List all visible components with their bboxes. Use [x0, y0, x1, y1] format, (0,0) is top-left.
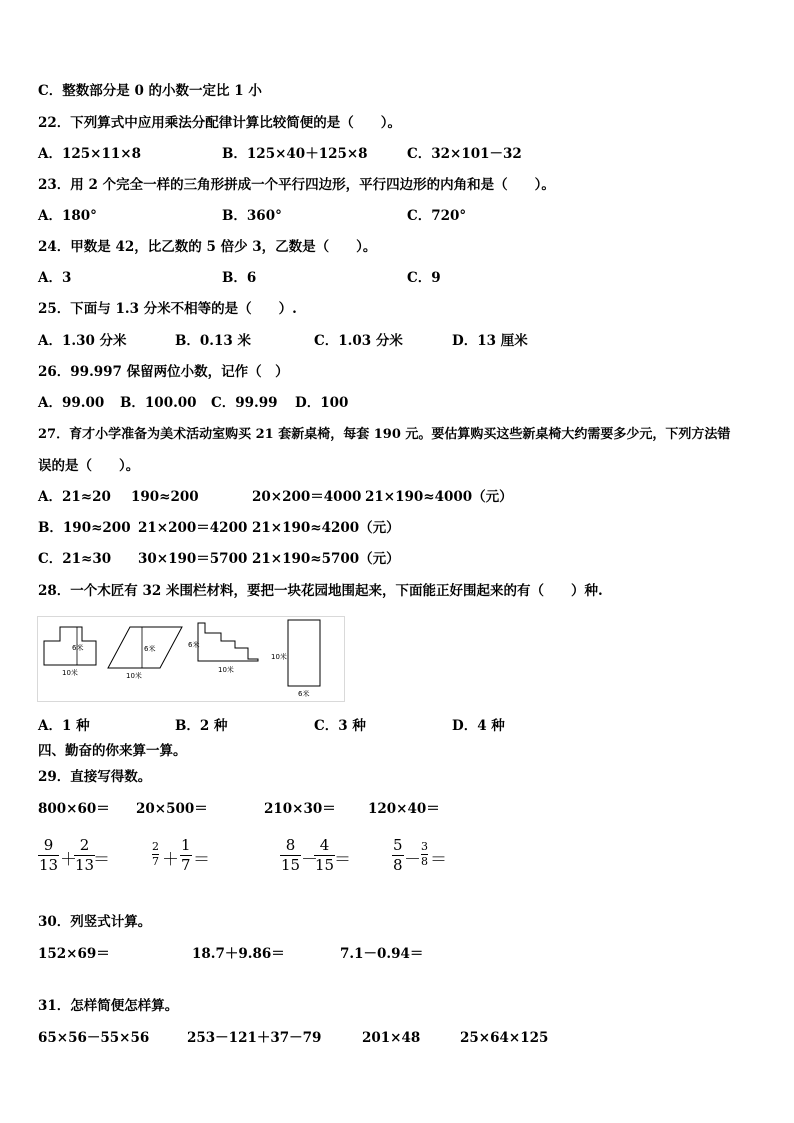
- question-30-stem: 30．列竖式计算。: [38, 914, 152, 930]
- fraction-denominator: 8: [393, 856, 403, 874]
- fraction-denominator: 13: [75, 856, 95, 874]
- fraction-denominator: 13: [39, 856, 59, 874]
- q29-fraction-2-eq: ＝: [193, 850, 210, 870]
- q29-item-2: 20×500＝: [136, 801, 208, 817]
- q29-fraction-1-op: ＋: [60, 850, 77, 870]
- q26-option-a: A．99.00: [38, 395, 105, 411]
- q26-option-b: B．100.00: [120, 395, 197, 411]
- shape1-height-label: 6米: [72, 644, 84, 652]
- q24-option-b: B．6: [222, 270, 257, 286]
- section-4-heading: 四、勤奋的你来算一算。: [38, 743, 187, 759]
- fraction-numerator: 5: [393, 836, 403, 854]
- q28-option-c: C．3 种: [314, 718, 366, 734]
- q29-fraction-1-b: [74, 836, 95, 875]
- q25-option-c: C．1.03 分米: [314, 333, 403, 349]
- q25-option-a: A．1.30 分米: [38, 333, 127, 349]
- shape2-base-label: 10米: [126, 672, 142, 680]
- shape3-base-label: 10米: [218, 666, 234, 674]
- fraction-denominator: 7: [152, 855, 159, 868]
- q27-option-b-step1: 21×200＝4200: [138, 520, 248, 536]
- q22-option-a: A．125×11×8: [38, 146, 141, 162]
- q23-option-a: A．180°: [38, 208, 97, 224]
- shape1-base-label: 10米: [62, 669, 78, 677]
- question-27-stem-line1: 27．育才小学准备为美术活动室购买 21 套新桌椅，每套 190 元。要估算购买这些新桌椅大约需要多少元，下列方法错: [38, 427, 731, 442]
- q29-fraction-1-a: [38, 836, 59, 875]
- question-24-stem: 24．甲数是 42，比乙数的 5 倍少 3，乙数是（ ）。: [38, 239, 377, 255]
- q24-option-c: C．9: [407, 270, 441, 286]
- q28-option-a: A．1 种: [38, 718, 90, 734]
- question-28-stem: 28．一个木匠有 32 米围栏材料，要把一块花园地围起来，下面能正好围起来的有（ ）种.: [38, 583, 603, 599]
- q27-option-a-step3: 21×190≈4000（元）: [365, 489, 513, 505]
- q30-item-2: 18.7＋9.86＝: [192, 946, 285, 962]
- q29-fraction-3-b: [314, 836, 335, 875]
- q22-option-b: B．125×40＋125×8: [222, 146, 368, 162]
- shape-rectangle: [288, 620, 320, 686]
- q26-option-d: D．100: [295, 395, 349, 411]
- fraction-numerator: 2: [152, 840, 159, 853]
- q29-fraction-2-a: [152, 840, 159, 869]
- shape3-height-label: 6米: [188, 641, 200, 649]
- q29-fraction-4-b: [421, 840, 428, 869]
- q30-item-1: 152×69＝: [38, 946, 110, 962]
- question-31-stem: 31．怎样简便怎样算。: [38, 998, 179, 1014]
- q27-option-b-label: B．190≈200: [38, 520, 131, 536]
- q27-option-a-label: A．21≈20: [38, 489, 111, 505]
- question-25-stem: 25．下面与 1.3 分米不相等的是（ ）.: [38, 301, 297, 317]
- q26-option-c: C．99.99: [211, 395, 278, 411]
- q31-item-4: 25×64×125: [460, 1030, 549, 1046]
- q29-fraction-2-op: ＋: [162, 850, 179, 870]
- question-23-stem: 23．用 2 个完全一样的三角形拼成一个平行四边形，平行四边形的内角和是（ ）。: [38, 177, 555, 193]
- fraction-numerator: 8: [285, 836, 296, 854]
- question-27-stem-line2: 误的是（ ）。: [38, 458, 140, 474]
- fraction-numerator: 2: [79, 836, 90, 854]
- q28-option-b: B．2 种: [175, 718, 228, 734]
- question-26-stem: 26．99.997 保留两位小数，记作（ ）: [38, 364, 289, 380]
- q29-fraction-4-eq: ＝: [430, 850, 447, 870]
- q29-fraction-2-b: [180, 836, 192, 875]
- q27-option-c-label: C．21≈30: [38, 551, 112, 567]
- fraction-denominator: 8: [421, 855, 428, 868]
- q25-option-d: D．13 厘米: [452, 333, 528, 349]
- q24-option-a: A．3: [38, 270, 72, 286]
- fraction-numerator: 3: [421, 840, 428, 853]
- fraction-denominator: 15: [281, 856, 301, 874]
- q29-fraction-3-op: －: [301, 850, 318, 870]
- fraction-numerator: 1: [181, 836, 191, 854]
- shape-stepped-tee: [44, 627, 96, 665]
- q31-item-1: 65×56－55×56: [38, 1030, 150, 1046]
- fraction-numerator: 9: [43, 836, 54, 854]
- q31-item-2: 253－121＋37－79: [187, 1030, 322, 1046]
- q25-option-b: B．0.13 米: [175, 333, 251, 349]
- q29-item-1: 800×60＝: [38, 801, 110, 817]
- q27-option-a-step1: 190≈200: [131, 489, 199, 505]
- q29-fraction-3-eq: ＝: [334, 850, 351, 870]
- shape4-base-label: 6米: [298, 690, 310, 698]
- fraction-denominator: 7: [181, 856, 191, 874]
- q27-option-c-step1: 30×190＝5700: [138, 551, 248, 567]
- q29-item-4: 120×40＝: [368, 801, 440, 817]
- q27-option-c-step2: 21×190≈5700（元）: [252, 551, 400, 567]
- q31-item-3: 201×48: [362, 1030, 421, 1046]
- q29-fraction-4-op: －: [404, 850, 421, 870]
- q28-shapes-svg: [38, 617, 344, 701]
- question-22-stem: 22．下列算式中应用乘法分配律计算比较简便的是（ ）。: [38, 115, 402, 131]
- question-c-tail: C．整数部分是 0 的小数一定比 1 小: [38, 83, 262, 99]
- q29-fraction-3-a: [280, 836, 301, 875]
- q23-option-b: B．360°: [222, 208, 282, 224]
- shape4-height-label: 10米: [271, 653, 287, 661]
- shape-staircase: [198, 623, 258, 661]
- q22-option-c: C．32×101－32: [407, 146, 522, 162]
- fraction-denominator: 15: [315, 856, 335, 874]
- q27-option-b-step2: 21×190≈4200（元）: [252, 520, 400, 536]
- question-29-stem: 29．直接写得数。: [38, 769, 152, 785]
- q28-option-d: D．4 种: [452, 718, 505, 734]
- q27-option-a-step2: 20×200＝4000: [252, 489, 362, 505]
- q29-fraction-1-eq: ＝: [93, 850, 110, 870]
- fraction-numerator: 4: [319, 836, 330, 854]
- q29-fraction-4-a: [392, 836, 404, 875]
- q23-option-c: C．720°: [407, 208, 467, 224]
- q30-item-3: 7.1－0.94＝: [340, 946, 424, 962]
- q29-item-3: 210×30＝: [264, 801, 336, 817]
- shape2-height-label: 6米: [144, 645, 156, 653]
- q28-shapes-figure: [37, 616, 345, 702]
